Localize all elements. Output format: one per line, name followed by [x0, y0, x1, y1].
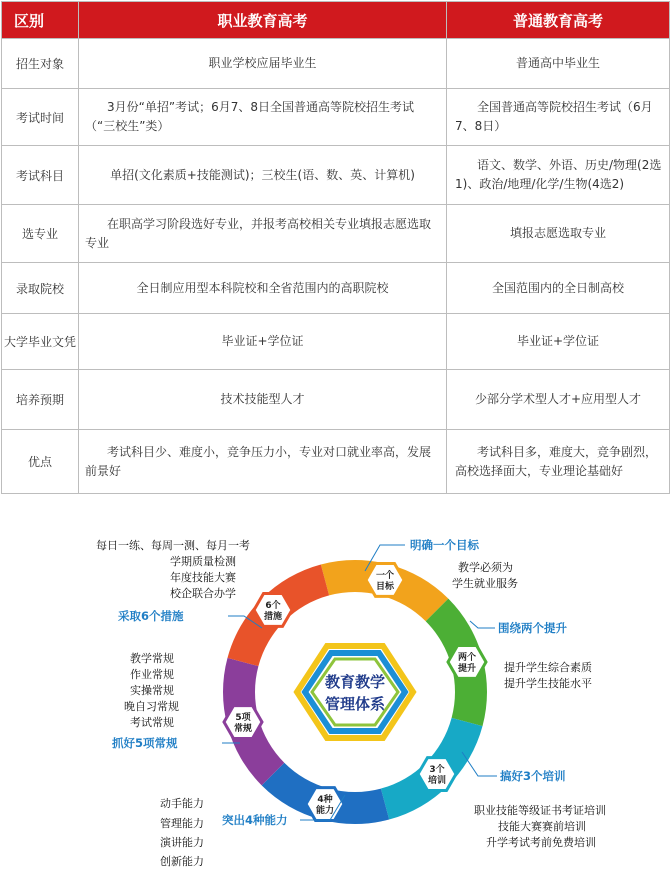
comparison-table — [1, 1, 670, 494]
goal-item-1: 教学必须为 — [458, 561, 513, 574]
management-system-diagram — [0, 520, 670, 887]
general-cell: 语文、数学、外语、历史/物理(2选1)、政治/地理/化学/生物(4选2) — [447, 146, 670, 205]
center-title-line2: 管理体系 — [324, 695, 386, 713]
vocational-cell: 3月份“单招”考试；6月7、8日全国普通高等院校招生考试（“三校生”类） — [79, 89, 447, 146]
node-label: 提升 — [458, 663, 477, 674]
vocational-cell: 技术技能型人才 — [79, 370, 447, 430]
vocational-cell: 全日制应用型本科院校和全省范围内的高职院校 — [79, 263, 447, 314]
node-label: 目标 — [376, 581, 395, 592]
routines-title: 抓好5项常规 — [112, 736, 178, 750]
training-item-2: 技能大赛赛前培训 — [498, 820, 586, 833]
general-cell: 少部分学术型人才+应用型人才 — [447, 370, 670, 430]
general-cell: 全国普通高等院校招生考试（6月7、8日） — [447, 89, 670, 146]
node-label: 两个 — [458, 652, 477, 663]
ability-item-2: 管理能力 — [160, 817, 204, 830]
general-cell: 填报志愿选取专业 — [447, 205, 670, 263]
measure-item-1: 每日一练、每周一测、每月一考 — [96, 539, 250, 552]
general-cell: 毕业证+学位证 — [447, 314, 670, 370]
goal-item-2: 学生就业服务 — [452, 577, 518, 590]
node-label: 5项 — [235, 713, 251, 724]
table-row — [2, 205, 670, 263]
routine-item-2: 作业常规 — [130, 668, 174, 681]
row-label: 录取院校 — [2, 263, 79, 314]
row-label: 考试科目 — [2, 146, 79, 205]
node-label: 3个 — [429, 765, 445, 776]
row-label: 招生对象 — [2, 39, 79, 89]
node-label: 6个 — [265, 600, 281, 611]
node-label: 一个 — [376, 570, 395, 581]
table-row — [2, 263, 670, 314]
routine-item-1: 教学常规 — [130, 652, 174, 665]
training-item-3: 升学考试考前免费培训 — [486, 836, 596, 849]
table-header-row — [2, 2, 670, 39]
vocational-cell: 毕业证+学位证 — [79, 314, 447, 370]
center-hexagon — [297, 646, 413, 738]
training-title: 搞好3个培训 — [500, 769, 566, 783]
improve-item-2: 提升学生技能水平 — [504, 677, 592, 690]
table-row — [2, 146, 670, 205]
abilities-title: 突出4种能力 — [222, 813, 288, 827]
header-difference: 区别 — [2, 2, 79, 39]
node-label: 培训 — [428, 776, 447, 787]
routine-item-5: 考试常规 — [130, 716, 174, 729]
improve-title: 围绕两个提升 — [498, 621, 567, 635]
vocational-cell: 职业学校应届毕业生 — [79, 39, 447, 89]
vocational-cell: 单招(文化素质+技能测试)；三校生(语、数、英、计算机) — [79, 146, 447, 205]
vocational-cell: 考试科目少、难度小，竞争压力小，专业对口就业率高，发展前景好 — [79, 430, 447, 494]
routine-item-4: 晚自习常规 — [124, 700, 179, 713]
ability-item-1: 动手能力 — [160, 797, 204, 810]
table-row — [2, 314, 670, 370]
node-label: 能力 — [315, 806, 334, 817]
table-row — [2, 370, 670, 430]
general-cell: 普通高中毕业生 — [447, 39, 670, 89]
node-label: 常规 — [233, 724, 252, 735]
improve-item-1: 提升学生综合素质 — [504, 661, 592, 674]
row-label: 培养预期 — [2, 370, 79, 430]
row-label: 选专业 — [2, 205, 79, 263]
row-label: 大学毕业文凭 — [2, 314, 79, 370]
general-cell: 考试科目多，难度大，竞争剧烈，高校选择面大，专业理论基础好 — [447, 430, 670, 494]
training-item-1: 职业技能等级证书考证培训 — [474, 804, 606, 817]
table-row — [2, 39, 670, 89]
table-row — [2, 89, 670, 146]
goal-title: 明确一个目标 — [410, 538, 479, 552]
header-general: 普通教育高考 — [447, 2, 670, 39]
center-title-line1: 教育教学 — [324, 673, 386, 691]
measure-item-2: 学期质量检测 — [170, 555, 236, 568]
ability-item-4: 创新能力 — [160, 855, 204, 868]
header-vocational: 职业教育高考 — [79, 2, 447, 39]
node-label: 4种 — [317, 795, 333, 806]
row-label: 考试时间 — [2, 89, 79, 146]
vocational-cell: 在职高学习阶段选好专业，并报考高校相关专业填报志愿选取专业 — [79, 205, 447, 263]
general-cell: 全国范围内的全日制高校 — [447, 263, 670, 314]
node-label: 措施 — [263, 611, 282, 622]
measure-item-3: 年度技能大赛 — [170, 571, 236, 584]
ability-item-3: 演讲能力 — [160, 836, 204, 849]
table-row — [2, 430, 670, 494]
measures-title: 采取6个措施 — [118, 609, 184, 623]
row-label: 优点 — [2, 430, 79, 494]
routine-item-3: 实操常规 — [130, 684, 174, 697]
measure-item-4: 校企联合办学 — [170, 587, 236, 600]
